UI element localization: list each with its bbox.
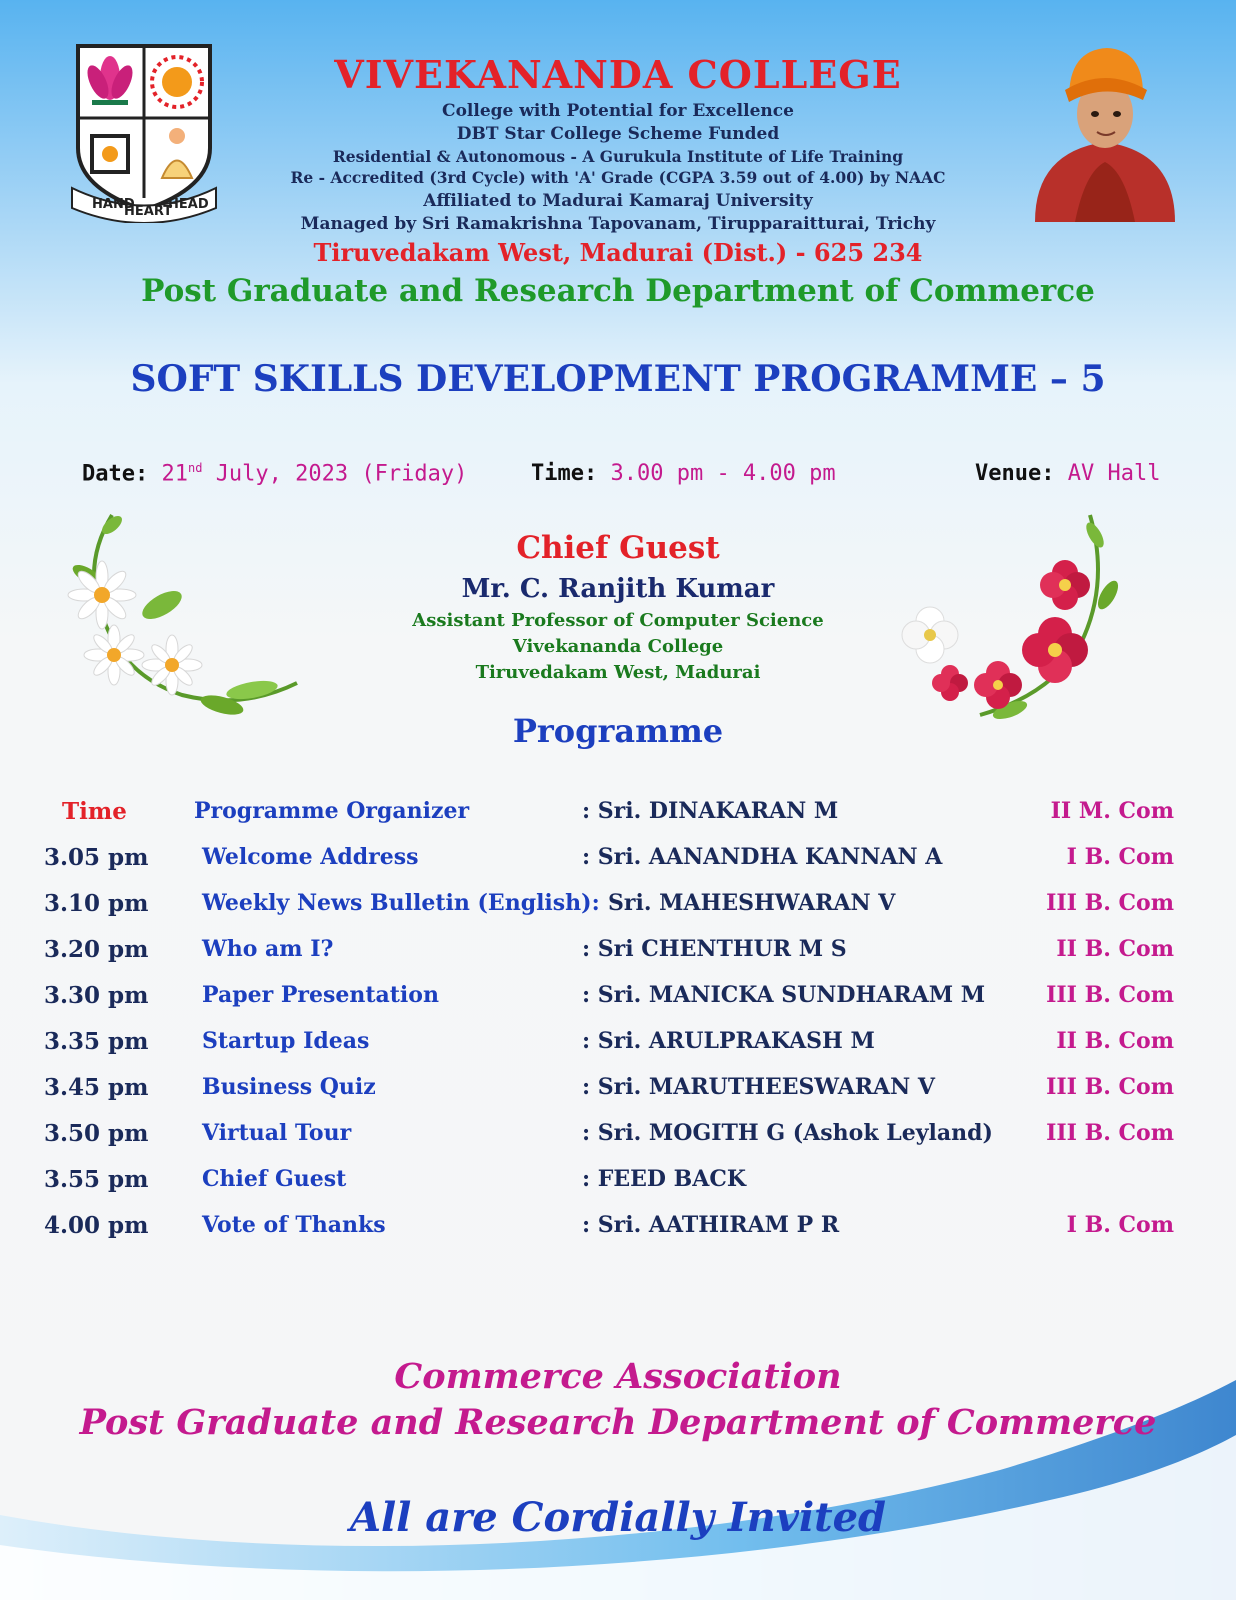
- row-name: : FEED BACK: [582, 1166, 746, 1192]
- schedule-item-header: Programme Organizer: [194, 798, 470, 824]
- row-name: : Sri CHENTHUR M S: [582, 936, 847, 962]
- college-name: VIVEKANANDA COLLEGE: [334, 52, 902, 97]
- schedule-row: [0, 1074, 1236, 1114]
- row-time: 3.45 pm: [44, 1074, 149, 1101]
- schedule-row: [0, 844, 1236, 884]
- chief-guest-name: Mr. C. Ranjith Kumar: [461, 574, 775, 604]
- row-time: 3.05 pm: [44, 844, 149, 871]
- row-class: III B. Com: [1046, 982, 1174, 1008]
- venue-value: AV Hall: [1067, 461, 1161, 486]
- row-name: : Sri. ARULPRAKASH M: [582, 1028, 875, 1054]
- logo-word-heart: HEART: [124, 204, 173, 219]
- row-time: 3.30 pm: [44, 982, 149, 1009]
- row-item: Who am I?: [202, 936, 334, 962]
- schedule-row: [0, 1212, 1236, 1252]
- row-time: 3.50 pm: [44, 1120, 149, 1147]
- row-time: 3.55 pm: [44, 1166, 149, 1193]
- date-day: 21: [161, 461, 188, 487]
- logo-word-hand: HAND: [92, 197, 135, 212]
- row-name: : Sri. AANANDHA KANNAN A: [582, 844, 943, 870]
- row-item: Virtual Tour: [202, 1120, 352, 1146]
- row-time: 4.00 pm: [44, 1212, 149, 1239]
- row-name: : Sri. MARUTHEESWARAN V: [582, 1074, 935, 1100]
- schedule-row: [0, 890, 1236, 930]
- row-item: Chief Guest: [202, 1166, 347, 1192]
- venue-info: [975, 461, 1160, 486]
- programme-title: SOFT SKILLS DEVELOPMENT PROGRAMME – 5: [130, 358, 1106, 400]
- row-class: III B. Com: [1046, 1120, 1174, 1146]
- programme-heading: Programme: [512, 712, 724, 750]
- schedule-name-header: : Sri. DINAKARAN M: [582, 798, 839, 824]
- row-item: Paper Presentation: [202, 982, 439, 1008]
- header-line-dbt: DBT Star College Scheme Funded: [456, 124, 780, 144]
- college-address: Tiruvedakam West, Madurai (Dist.) - 625 234: [313, 238, 923, 267]
- row-class: I B. Com: [1066, 844, 1174, 870]
- row-class: I B. Com: [1066, 1212, 1174, 1238]
- schedule-row: [0, 1120, 1236, 1160]
- time-info: [531, 461, 836, 486]
- row-item: Weekly News Bulletin (English):: [202, 890, 600, 916]
- footer-department: Post Graduate and Research Department of Commerce: [79, 1402, 1157, 1443]
- chief-guest-designation: Assistant Professor of Computer Science: [412, 610, 824, 631]
- row-class: II B. Com: [1056, 1028, 1174, 1054]
- schedule-header-row: [0, 798, 1236, 838]
- date-suffix: nd: [187, 461, 203, 475]
- row-item: Startup Ideas: [202, 1028, 370, 1054]
- time-value: 3.00 pm - 4.00 pm: [610, 461, 836, 486]
- row-name: : Sri. AATHIRAM P R: [582, 1212, 840, 1238]
- row-time: 3.10 pm: [44, 890, 149, 917]
- department-name: Post Graduate and Research Department of Commerce: [141, 273, 1095, 309]
- row-time: 3.20 pm: [44, 936, 149, 963]
- venue-label: Venue:: [975, 461, 1055, 486]
- chief-guest-label: Chief Guest: [516, 530, 720, 566]
- commerce-association: Commerce Association: [394, 1356, 842, 1397]
- row-item: Business Quiz: [202, 1074, 376, 1100]
- row-name: : Sri. MOGITH G (Ashok Leyland): [582, 1120, 993, 1146]
- row-name: : Sri. MANICKA SUNDHARAM M: [582, 982, 986, 1008]
- date-label: Date:: [82, 461, 149, 487]
- chief-guest-place: Tiruvedakam West, Madurai: [475, 662, 761, 683]
- schedule-class-header: II M. Com: [1050, 798, 1174, 824]
- header-line-management: Managed by Sri Ramakrishna Tapovanam, Tirupparaitturai, Trichy: [300, 214, 936, 234]
- date-rest: July, 2023 (Friday): [215, 461, 468, 487]
- header-line-residential: Residential & Autonomous - A Gurukula Institute of Life Training: [332, 147, 904, 166]
- row-time: 3.35 pm: [44, 1028, 149, 1055]
- schedule-row: [0, 936, 1236, 976]
- schedule-time-header: Time: [62, 798, 127, 825]
- invitation-text: All are Cordially Invited: [349, 1494, 887, 1541]
- schedule-row: [0, 982, 1236, 1022]
- row-item: Welcome Address: [202, 844, 419, 870]
- header-line-accreditation: Re - Accredited (3rd Cycle) with 'A' Grade (CGPA 3.59 out of 4.00) by NAAC: [290, 168, 946, 187]
- row-name: Sri. MAHESHWARAN V: [608, 890, 896, 916]
- logo-word-head: HEAD: [168, 197, 209, 212]
- row-item: Vote of Thanks: [202, 1212, 386, 1238]
- row-class: II B. Com: [1056, 936, 1174, 962]
- time-label: Time:: [531, 461, 598, 486]
- chief-guest-institution: Vivekananda College: [512, 636, 724, 657]
- date-info: [82, 461, 467, 486]
- header-line-excellence: College with Potential for Excellence: [442, 101, 794, 121]
- header-line-affiliation: Affiliated to Madurai Kamaraj University: [423, 191, 813, 211]
- row-class: III B. Com: [1046, 890, 1174, 916]
- row-class: III B. Com: [1046, 1074, 1174, 1100]
- schedule-row: [0, 1166, 1236, 1206]
- schedule-row: [0, 1028, 1236, 1068]
